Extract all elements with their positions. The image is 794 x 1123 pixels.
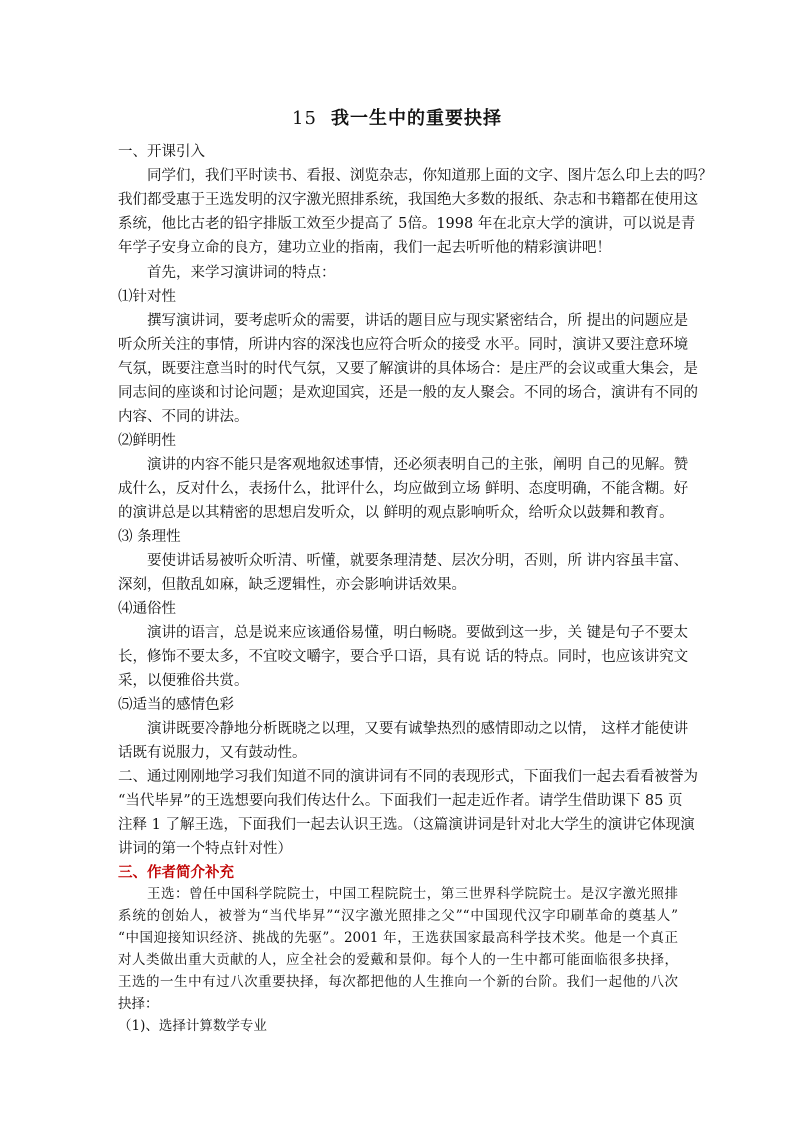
section2-line-4: 讲词的第一个特点针对性） (118, 841, 292, 857)
feature-3-line: 要使讲话易被听众听清、听懂，就要条理清楚、层次分明，否则，所 讲内容虽丰富、 (147, 553, 689, 569)
document-title (0, 104, 794, 130)
intro-line-3: 系统，他比古老的铅字排版工效至少提高了 5倍。1998 年在北京大学的演讲，可以说是青 (118, 216, 696, 232)
author-line: 系统的创始人，被誉为“当代毕昇”“汉字激光照排之父”“中国现代汉字印刷革命的奠基人” (118, 908, 678, 924)
lesson-number: 15 (292, 108, 317, 129)
section2-line-2: “当代毕昇”的王选想要向我们传达什么。下面我们一起走近作者。请学生借助课下 85 页 (118, 793, 683, 809)
feature-4-line: 采，以便雅俗共赏。 (118, 673, 249, 689)
author-line: 抉择： (118, 996, 159, 1012)
feature-1-line: 气氛，既要注意当时的时代气氛，又要了解演讲的具体场合：是庄严的会议或重大集会，是 (118, 361, 698, 377)
lesson-title: 我一生中的重要抉择 (330, 108, 502, 129)
intro-line-2: 我们都受惠于王选发明的汉字激光照排系统，我国绝大多数的报纸、杂志和书籍都在使用这 (118, 192, 698, 208)
author-line: 对人类做出重大贡献的人，应全社会的爱戴和景仰。每个人的一生中都可能面临很多抉择， (118, 952, 678, 968)
features-lead: 首先，来学习演讲词的特点： (147, 265, 336, 281)
feature-1-line: 内容、不同的讲法。 (118, 409, 249, 425)
feature-5-line: 话既有说服力，又有鼓动性。 (118, 745, 307, 761)
feature-1-line: 同志间的座谈和讨论问题；是欢迎国宾，还是一般的友人聚会。不同的场合，演讲有不同的 (118, 385, 698, 401)
feature-1-line: 听众所关注的事情，所讲内容的深浅也应符合听众的接受 水平。同时，演讲又要注意环境 (118, 337, 689, 353)
section-heading-intro: 一、开课引入 (118, 144, 205, 160)
feature-label-5: ⑸适当的感情色彩 (118, 697, 234, 713)
feature-4-line: 演讲的语言，总是说来应该通俗易懂，明白畅晓。要做到这一步，关 键是句子不要太 (147, 625, 689, 641)
feature-2-line: 的演讲总是以其精密的思想启发听众，以 鲜明的观点影响听众，给听众以鼓舞和教育。 (118, 505, 674, 521)
feature-1-line: 撰写演讲词，要考虑听众的需要，讲话的题目应与现实紧密结合，所 提出的问题应是 (147, 313, 689, 329)
section2-line-3: 注释 1 了解王选，下面我们一起去认识王选。（这篇演讲词是针对北大学生的演讲它体现演 (118, 817, 695, 833)
feature-2-line: 成什么，反对什么，表扬什么，批评什么，均应做到立场 鲜明、态度明确，不能含糊。好 (118, 481, 689, 497)
author-line: 王选：曾任中国科学院院士，中国工程院院士，第三世界科学院院士。是汉字激光照排 (147, 886, 678, 902)
feature-4-line: 长，修饰不要太多，不宜咬文嚼字，要合乎口语，具有说 话的特点。同时，也应该讲究文 (118, 649, 689, 665)
feature-5-line: 演讲既要冷静地分析既晓之以理，又要有诚挚热烈的感情即动之以情， 这样才能使讲 (147, 721, 689, 737)
feature-label-4: ⑷通俗性 (118, 601, 176, 617)
choice-item-1: （1)、选择计算数学专业 (118, 1018, 267, 1034)
author-line: 王选的一生中有过八次重要抉择，每次都把他的人生推向一个新的台阶。我们一起他的八次 (118, 974, 678, 990)
feature-label-2: ⑵鲜明性 (118, 433, 176, 449)
section2-line-1: 二、通过刚刚地学习我们知道不同的演讲词有不同的表现形式，下面我们一起去看看被誉为 (118, 769, 698, 785)
feature-label-3: ⑶ 条理性 (118, 529, 181, 545)
feature-2-line: 演讲的内容不能只是客观地叙述事情，还必须表明自己的主张，阐明 自己的见解。赞 (147, 457, 689, 473)
intro-line-1: 同学们，我们平时读书、看报、浏览杂志，你知道那上面的文字、图片怎么印上去的吗？ (147, 168, 713, 184)
feature-3-line: 深刻，但散乱如麻，缺乏逻辑性，亦会影响讲话效果。 (118, 577, 466, 593)
intro-line-4: 年学子安身立命的良方，建功立业的指南，我们一起去听听他的精彩演讲吧！ (118, 240, 611, 256)
author-line: “中国迎接知识经济、挑战的先驱”。2001 年，王选获国家最高科学技术奖。他是一个真正 (118, 930, 678, 946)
section-heading-author: 三、作者简介补充 (118, 864, 234, 881)
feature-label-1: ⑴针对性 (118, 289, 176, 305)
